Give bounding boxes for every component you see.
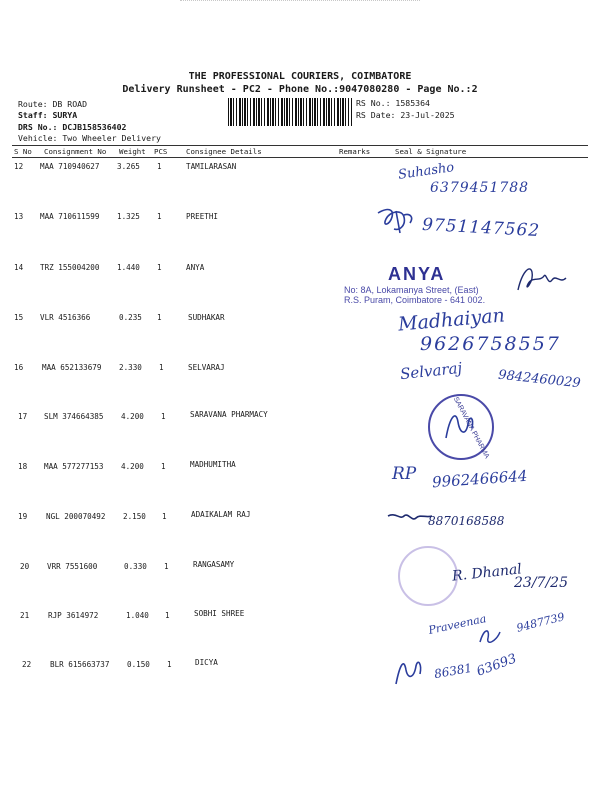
row-13-consignment: MAA 710611599: [40, 212, 100, 221]
signature-22-phone-b: 63693: [474, 651, 519, 680]
row-14-consignee: ANYA: [186, 263, 205, 272]
row-17-weight: 4.200: [121, 412, 144, 421]
drs-number: DRS No.: DCJB158536402: [18, 122, 127, 132]
row-19-sno: 19: [18, 512, 28, 521]
barcode: [228, 98, 352, 126]
stamp-14: [344, 264, 485, 305]
row-12-weight: 3.265: [117, 162, 140, 171]
row-18-consignment: MAA 577277153: [44, 462, 104, 471]
signature-15-name: Madhaiyan: [397, 304, 506, 336]
row-22-weight: 0.150: [127, 660, 150, 669]
row-22-sno: 22: [22, 660, 32, 669]
company-name: THE PROFESSIONAL COURIERS, COIMBATORE: [188, 71, 412, 82]
row-13-weight: 1.325: [117, 212, 140, 221]
row-15-consignment: VLR 4516366: [40, 313, 91, 322]
row-20-consignee: RANGASAMY: [193, 560, 235, 569]
vehicle: Vehicle: Two Wheeler Delivery: [18, 133, 161, 143]
row-21-weight: 1.040: [126, 611, 149, 620]
scan-edge-artifact: [180, 0, 420, 5]
row-18-weight: 4.200: [121, 462, 144, 471]
row-13-consignee: PREETHI: [186, 212, 219, 221]
row-19-consignment: NGL 200070492: [46, 512, 106, 521]
row-22-consignment: BLR 615663737: [50, 660, 110, 669]
row-14-weight: 1.440: [117, 263, 140, 272]
header-rule-bottom: [12, 157, 588, 158]
row-20-weight: 0.330: [124, 562, 147, 571]
stamp-14-name: ANYA: [388, 264, 446, 284]
row-12-pcs: 1: [157, 162, 162, 171]
rs-number: RS No.: 1585364: [356, 98, 430, 108]
row-22-consignee: DICYA: [195, 658, 218, 667]
row-15-consignee: SUDHAKAR: [188, 313, 225, 322]
row-14-consignment: TRZ 155004200: [40, 263, 100, 272]
row-21-consignee: SOBHI SHREE: [194, 609, 245, 618]
signature-20-name: R. Dhanal: [451, 561, 523, 585]
row-18-consignee: MADHUMITHA: [190, 460, 236, 469]
col-consignee: Consignee Details: [186, 147, 262, 156]
row-14-sno: 14: [14, 263, 24, 272]
row-13-pcs: 1: [157, 212, 162, 221]
col-weight: Weight: [119, 147, 146, 156]
signature-13-phone: 9751147562: [421, 214, 541, 242]
row-19-consignee: ADAIKALAM RAJ: [191, 510, 251, 519]
row-21-sno: 21: [20, 611, 30, 620]
row-16-consignment: MAA 652133679: [42, 363, 102, 372]
row-17-consignment: SLM 374664385: [44, 412, 104, 421]
row-18-sno: 18: [18, 462, 28, 471]
staff: Staff: SURYA: [18, 110, 78, 120]
runsheet-title: Delivery Runsheet - PC2 - Phone No.:9047080280 - Page No.:2: [122, 84, 478, 95]
col-sno: S No: [14, 147, 32, 156]
rs-date: RS Date: 23-Jul-2025: [356, 110, 455, 120]
col-consignment: Consignment No: [44, 147, 107, 156]
row-20-sno: 20: [20, 562, 30, 571]
col-signature: Seal & Signature: [395, 147, 467, 156]
row-22-pcs: 1: [167, 660, 172, 669]
row-17-pcs: 1: [161, 412, 166, 421]
row-16-pcs: 1: [159, 363, 164, 372]
row-12-consignment: MAA 710940627: [40, 162, 100, 171]
row-19-weight: 2.150: [123, 512, 146, 521]
row-17-consignee: SARAVANA PHARMACY: [190, 410, 268, 419]
row-13-sno: 13: [14, 212, 24, 221]
signature-22-phone-a: 86381: [433, 660, 474, 682]
signature-18-phone: 9962466644: [431, 466, 528, 492]
row-20-consignment: VRR 7551600: [47, 562, 98, 571]
row-16-sno: 16: [14, 363, 24, 372]
row-16-consignee: SELVARAJ: [188, 363, 225, 372]
signature-21-scribble: [476, 624, 506, 648]
signature-12-phone: 6379451788: [430, 180, 530, 196]
stamp-14-address-1: No: 8A, Lokamanya Street, (East): [344, 285, 479, 295]
row-19-pcs: 1: [162, 512, 167, 521]
signature-16-phone: 9842460029: [497, 367, 582, 392]
signature-17-scribble: [440, 408, 480, 444]
stamp-20-seal: [398, 546, 458, 606]
signature-16-name: Selvaraj: [399, 358, 463, 384]
row-15-weight: 0.235: [119, 313, 142, 322]
row-14-pcs: 1: [157, 263, 162, 272]
header-rule-top: [12, 145, 588, 146]
stamp-14-address-2: R.S. Puram, Coimbatore - 641 002.: [344, 295, 486, 305]
route: Route: DB ROAD: [18, 99, 88, 109]
row-15-pcs: 1: [157, 313, 162, 322]
stamp-17-text: SARAVANA PHARMA: [451, 396, 491, 460]
row-17-sno: 17: [18, 412, 28, 421]
signature-21-phone: 9487739: [515, 610, 566, 635]
signature-15-phone: 9626758557: [420, 333, 561, 355]
row-12-consignee: TAMILARASAN: [186, 162, 237, 171]
col-remarks: Remarks: [339, 147, 371, 156]
row-16-weight: 2.330: [119, 363, 142, 372]
row-12-sno: 12: [14, 162, 24, 171]
signature-20-date: 23/7/25: [514, 575, 568, 591]
signature-14-scribble: [512, 262, 574, 298]
row-20-pcs: 1: [164, 562, 169, 571]
signature-12-name: Suhasho: [397, 160, 456, 183]
signature-21-name: Praveenaa: [427, 612, 488, 637]
signature-13-scribble: [374, 205, 420, 237]
signature-18-initials: RP: [392, 464, 417, 484]
row-15-sno: 15: [14, 313, 24, 322]
row-21-consignment: RJP 3614972: [48, 611, 99, 620]
row-18-pcs: 1: [161, 462, 166, 471]
signature-22-scribble: [392, 654, 426, 688]
signature-19-phone: 8870168588: [428, 514, 505, 528]
row-21-pcs: 1: [165, 611, 170, 620]
col-pcs: PCS: [154, 147, 168, 156]
